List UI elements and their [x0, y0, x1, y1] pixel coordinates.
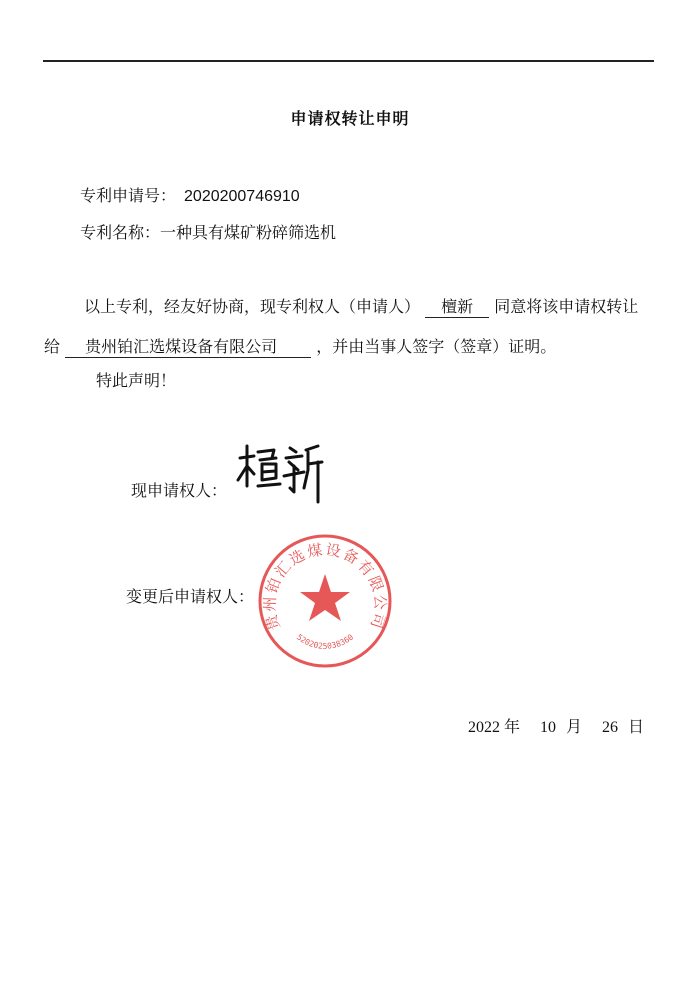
date-day-unit: 日: [627, 717, 644, 736]
new-applicant-label: 变更后申请权人：: [126, 587, 255, 606]
handwritten-signature: [232, 436, 328, 506]
para-part3: ，并由当事人签字（签章）证明。: [316, 337, 557, 356]
closing-statement: 特此声明！: [96, 371, 177, 390]
patent-name-line: [80, 220, 336, 243]
company-seal: [256, 532, 394, 670]
date-year-unit: 年: [503, 717, 520, 736]
signing-date: [468, 714, 644, 737]
date-month: 10: [539, 719, 556, 736]
svg-text:5202025038360: 5202025038360: [294, 632, 356, 651]
current-applicant-label: 现申请权人：: [131, 481, 228, 500]
date-day: 26: [601, 719, 618, 736]
assignor-blank: 檀新: [425, 297, 489, 318]
date-year: 2022: [467, 719, 500, 736]
application-number-line: [80, 183, 300, 206]
patent-name-value: 一种具有煤矿粉碎筛选机: [160, 223, 337, 242]
document-title: 申请权转让申明: [290, 109, 410, 128]
para-part2: 同意将该申请权转让给: [44, 297, 639, 356]
patent-name-label: 专利名称：: [80, 223, 161, 242]
application-number-label: 专利申请号：: [80, 186, 177, 205]
application-number-value: 2020200746910: [184, 188, 300, 205]
para-part1: 以上专利，经友好协商，现专利权人（申请人）: [84, 297, 421, 316]
svg-text:贵州铂汇选煤设备有限公司: 贵州铂汇选煤设备有限公司: [260, 540, 390, 633]
date-month-unit: 月: [565, 717, 582, 736]
assignee-blank: 贵州铂汇选煤设备有限公司: [65, 337, 311, 358]
transfer-paragraph: [44, 287, 644, 367]
top-rule: [43, 60, 654, 62]
